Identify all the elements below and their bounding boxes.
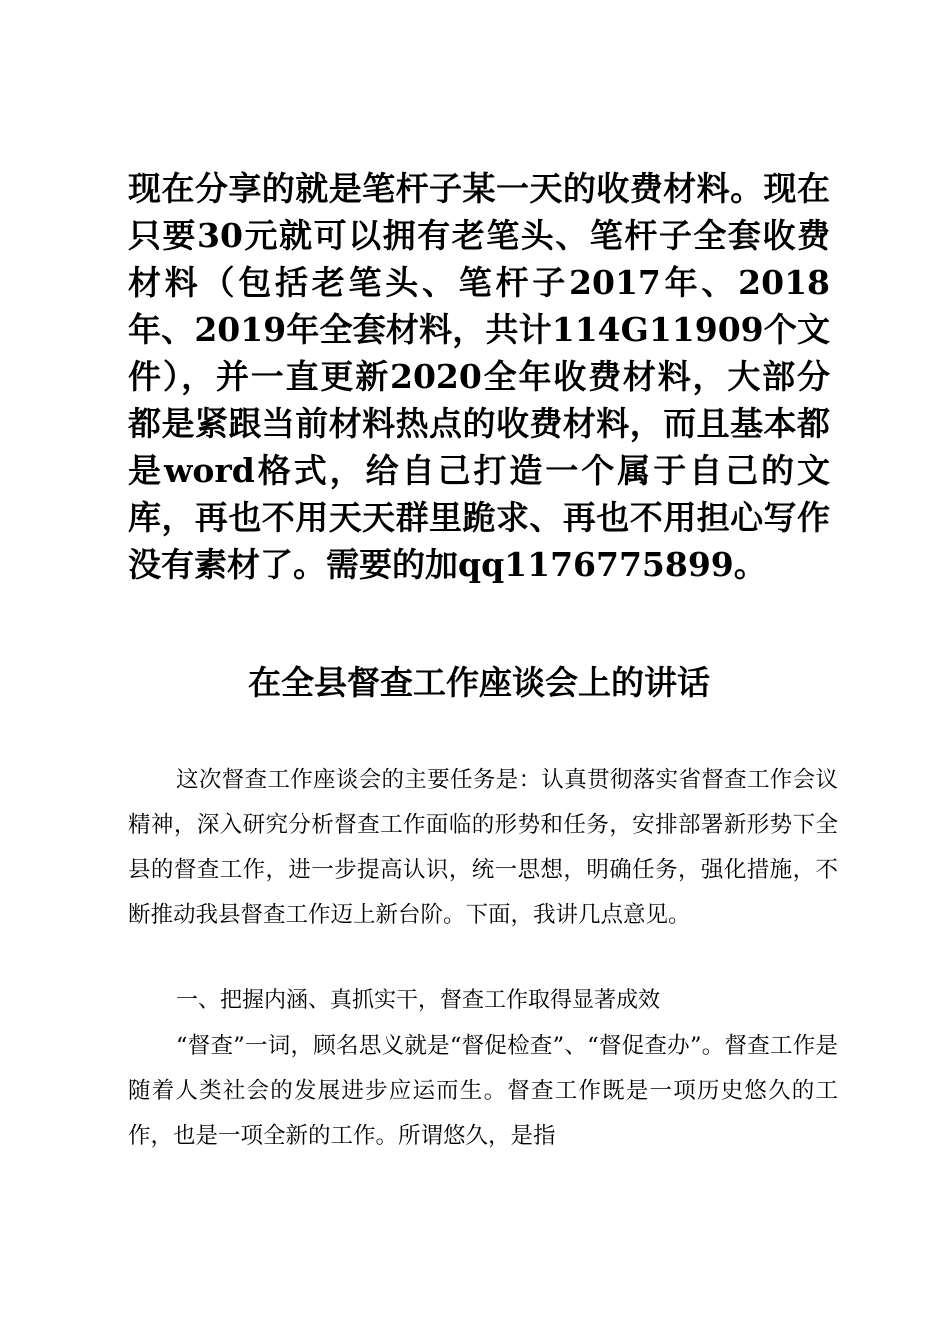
body-paragraph-1: 这次督查工作座谈会的主要任务是：认真贯彻落实省督查工作会议精神，深入研究分析督查工作面临的形势和任务，安排部署新形势下全县的督查工作，进一步提高认识，统一思想，明确任务，强化措施，不断推动我县督查工作迈上新台阶。下面，我讲几点意见。 [128, 767, 838, 928]
body-paragraph-2: “督查”一词，顾名思义就是“督促检查”、“督促查办”。督查工作是随着人类社会的发展进步应运而生。督查工作既是一项历史悠久的工作，也是一项全新的工作。所谓悠久，是指 [128, 1033, 838, 1149]
section-heading-1: 一、把握内涵、真抓实干，督查工作取得显著成效 [176, 988, 661, 1013]
promo-paragraph: 现在分享的就是笔杆子某一天的收费材料。现在只要30元就可以拥有老笔头、笔杆子全套收费材料（包括老笔头、笔杆子2017年、2018年、2019年全套材料，共计114G11909个文件），并一直更新2020全年收费材料，大部分都是紧跟当前材料热点的收费材料，而且基本都是word格式，给自己打造一个属于自己的文库，再也不用天天群里跪求、再也不用担心写作没有素材了。需要的加qq1176775899。 [128, 169, 830, 584]
page-title: 在全县督查工作座谈会上的讲话 [248, 663, 710, 702]
